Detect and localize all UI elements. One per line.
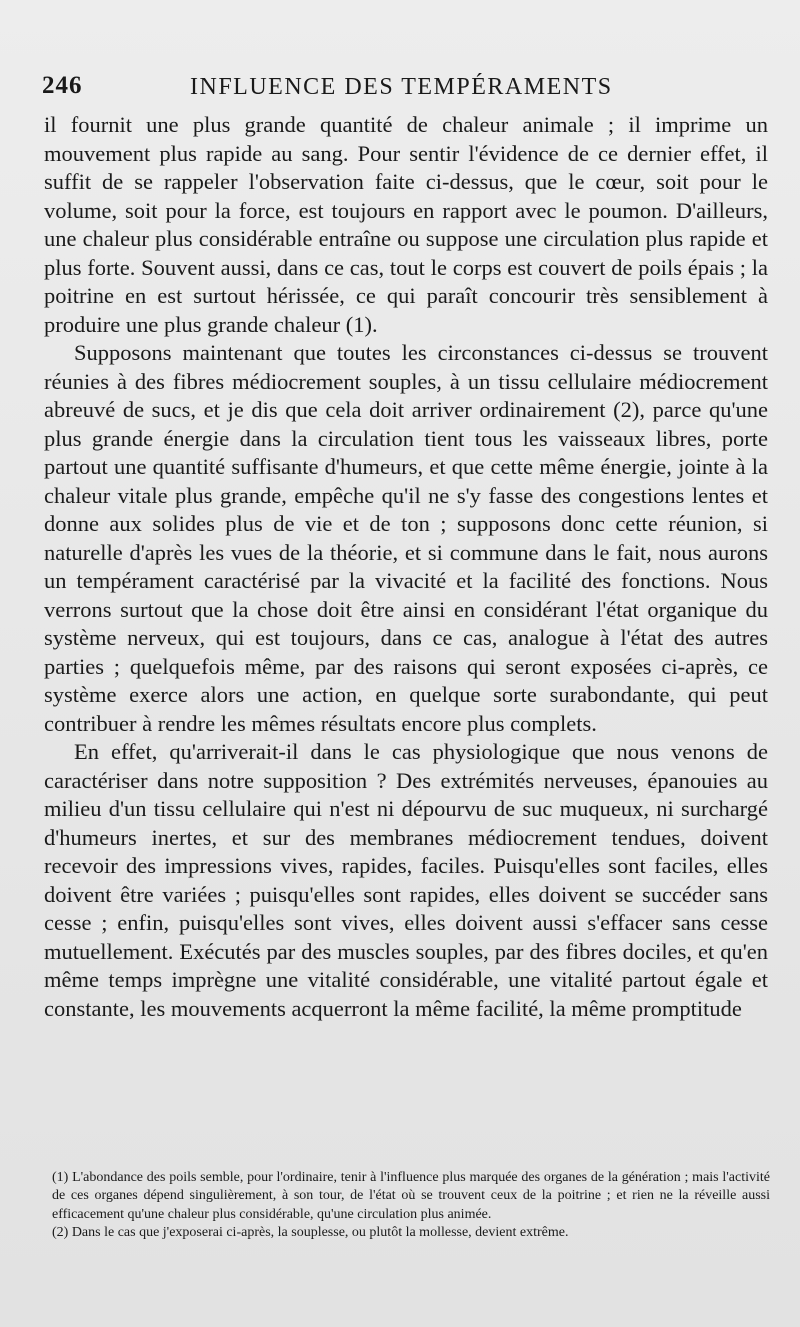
- footnote-2: (2) Dans le cas que j'exposerai ci-après, la souplesse, ou plutôt la mollesse, devient extrême.: [52, 1225, 569, 1241]
- page-header: [42, 72, 770, 106]
- footnote-1: (1) L'abondance des poils semble, pour l'ordinaire, tenir à l'influence plus marquée des organes de la génération ; mais l'activité de ces organes dépend singulièrement, à son tour, de l'état où se trouvent ceux de la poitrine ; et rien ne la réveille aussi efficacement qu'une chaleur plus considérable, qu'une circulation plus animée.: [52, 1170, 770, 1222]
- footnotes: [52, 1169, 770, 1243]
- body-text: [44, 111, 768, 1023]
- running-title: INFLUENCE DES TEMPÉRAMENTS: [190, 74, 613, 100]
- paragraph-3: En effet, qu'arriverait-il dans le cas physiologique que nous venons de caractériser dans notre supposition ? Des extrémités nerveuses, épanouies au milieu d'un tissu cellulaire qui n'est ni dépourvu de suc muqueux, ni surchargé d'humeurs inertes, et sur des membranes médiocrement tendues, doivent recevoir des impressions vives, rapides, faciles. Puisqu'elles sont faciles, elles doivent être variées ; puisqu'elles sont rapides, elles doivent se succéder sans cesse ; enfin, puisqu'elles sont vives, elles doivent aussi s'effacer sans cesse mutuellement. Exécutés par des muscles souples, par des fibres dociles, et qu'en même temps imprègne une vitalité considérable, une vitalité partout égale et constante, les mouvements acquerront la même facilité, la même promptitude: [44, 739, 768, 1021]
- paragraph-2: Supposons maintenant que toutes les circonstances ci-dessus se trouvent réunies à des fibres médiocrement souples, à un tissu cellulaire médiocrement abreuvé de sucs, et je dis que cela doit arriver ordinairement (2), parce qu'une plus grande énergie dans la circulation tient tous les vaisseaux libres, porte partout une quantité suffisante d'humeurs, et que cette même énergie, jointe à la chaleur vitale plus grande, empêche qu'il ne s'y fasse des congestions lentes et donne aux solides plus de vie et de ton ; supposons donc cette réunion, si naturelle d'après les vues de la théorie, et si commune dans le fait, nous aurons un tempérament caractérisé par la vivacité et la facilité des fonctions. Nous verrons surtout que la chose doit être ainsi en considérant l'état organique du système nerveux, qui est toujours, dans ce cas, analogue à l'état des autres parties ; quelquefois même, par des raisons qui seront exposées ci-après, ce système exerce alors une action, en quelque sorte surabondante, qui peut contribuer à rendre les mêmes résultats encore plus complets.: [44, 340, 768, 736]
- page-number: 246: [42, 72, 83, 99]
- paragraph-1: il fournit une plus grande quantité de chaleur animale ; il imprime un mouvement plus rapide au sang. Pour sentir l'évidence de ce dernier effet, il suffit de se rappeler l'observation faite ci-dessus, que le cœur, soit pour le volume, soit pour la force, est toujours en rapport avec le poumon. D'ailleurs, une chaleur plus considérable entraîne ou suppose une circulation plus rapide et plus forte. Souvent aussi, dans ce cas, tout le corps est couvert de poils épais ; la poitrine en est surtout hérissée, ce qui paraît concourir très sensiblement à produire une plus grande chaleur (1).: [44, 112, 768, 337]
